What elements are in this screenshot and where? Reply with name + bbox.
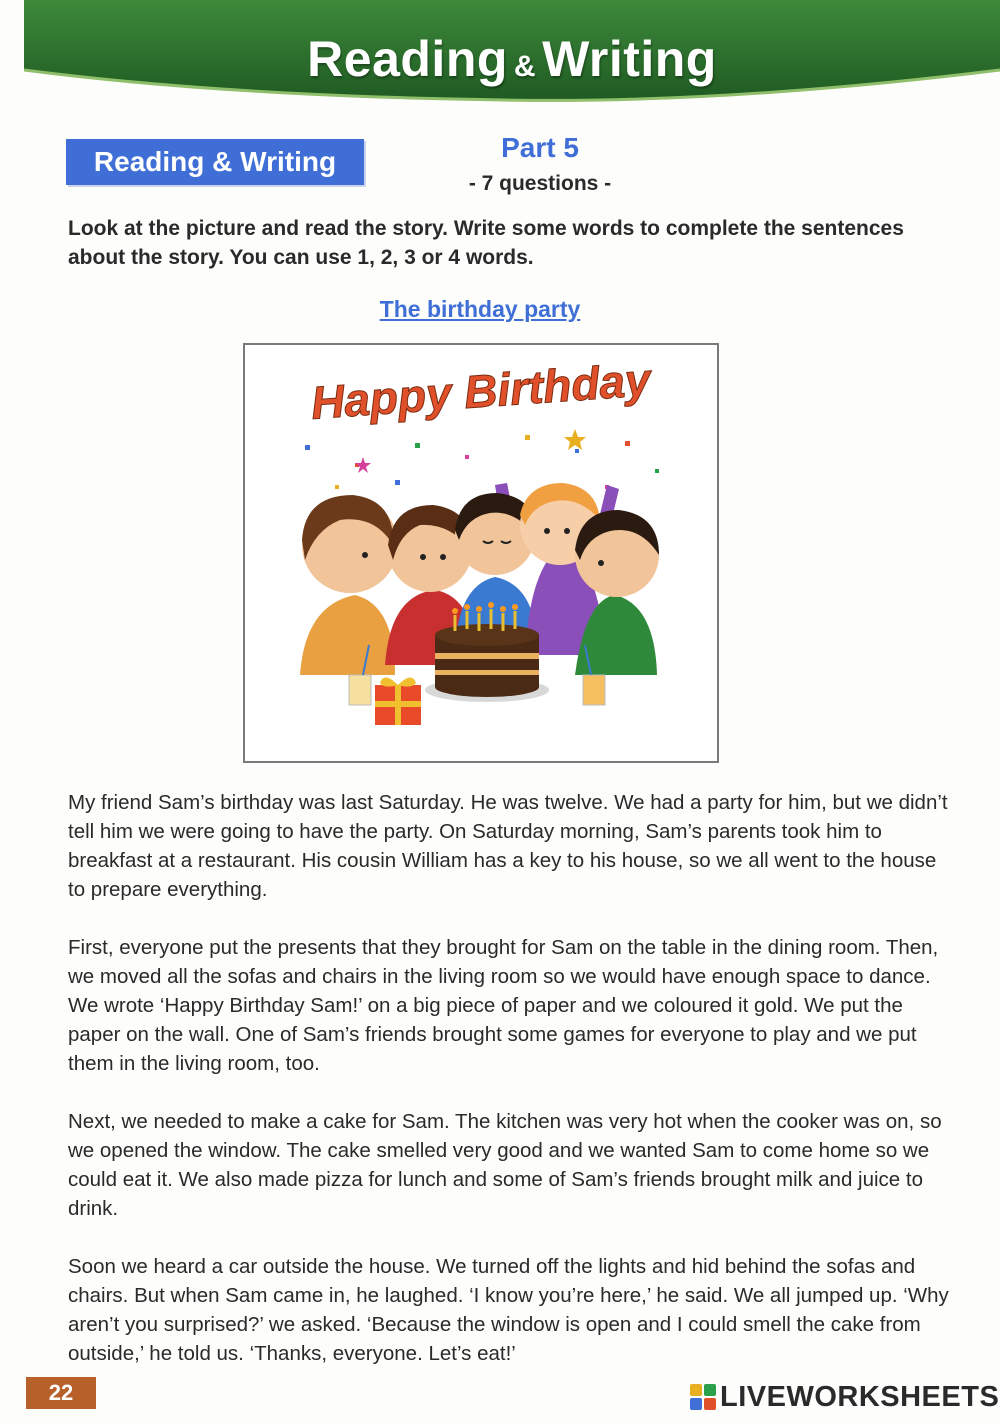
story-paragraph-2: First, everyone put the presents that they brought for Sam on the table in the dining room. Then, we moved all the sofas and chairs in the living room so we would have enough space to dance. We wrote ‘Happy Birthday Sam!’ on a big piece of paper and we coloured it gold. We put the paper on the wall. One of Sam’s friends brought some games for everyone to play and we put them in the living room, too.	[68, 936, 939, 1075]
liveworksheets-logo-icon	[690, 1384, 716, 1410]
liveworksheets-logo[interactable]	[690, 1381, 999, 1413]
brand-name: LIVEWORKSHEETS	[720, 1380, 1000, 1413]
header-banner	[24, 0, 1000, 112]
story-paragraph-4: Soon we heard a car outside the house. We turned off the lights and hid behind the sofas and chairs. But when Sam came in, he laughed. ‘I know you’re here,’ he said. We all jumped up. ‘Why aren’t you surprised?’ we asked. ‘Because the window is open and I could smell the cake from outside,’ he told us. ‘Thanks, everyone. Let’s eat!’	[68, 1255, 949, 1365]
confetti	[305, 429, 659, 489]
story-paragraph-3: Next, we needed to make a cake for Sam. The kitchen was very hot when the cooker was on, so we opened the window. The cake smelled very good and we wanted Sam to come home so we could eat it. We also made pizza for lunch and some of Sam’s friends brought milk and juice to drink.	[68, 1110, 942, 1220]
page-number: 22	[26, 1377, 96, 1409]
happy-birthday-lettering: Happy Birthday	[309, 353, 653, 429]
section-tag: Reading & Writing	[66, 139, 364, 185]
birthday-illustration	[243, 343, 719, 763]
part-title: Part 5	[501, 132, 579, 163]
page-title: Reading & Writing	[307, 31, 717, 87]
story-paragraph-1: My friend Sam’s birthday was last Saturday. He was twelve. We had a party for him, but we didn’t tell him we were going to have the party. On Saturday morning, Sam’s parents took him to breakfast at a restaurant. His cousin William has a key to his house, so we all went to the house to prepare everything.	[68, 791, 948, 901]
story-text	[68, 788, 958, 1397]
instructions: Look at the picture and read the story. Write some words to complete the sentences about the story. You can use 1, 2, 3 or 4 words.	[68, 217, 904, 269]
part-subtitle: - 7 questions -	[468, 172, 612, 195]
birthday-party-image	[245, 345, 717, 761]
gift-box	[375, 677, 421, 725]
story-title: The birthday party	[379, 296, 581, 322]
